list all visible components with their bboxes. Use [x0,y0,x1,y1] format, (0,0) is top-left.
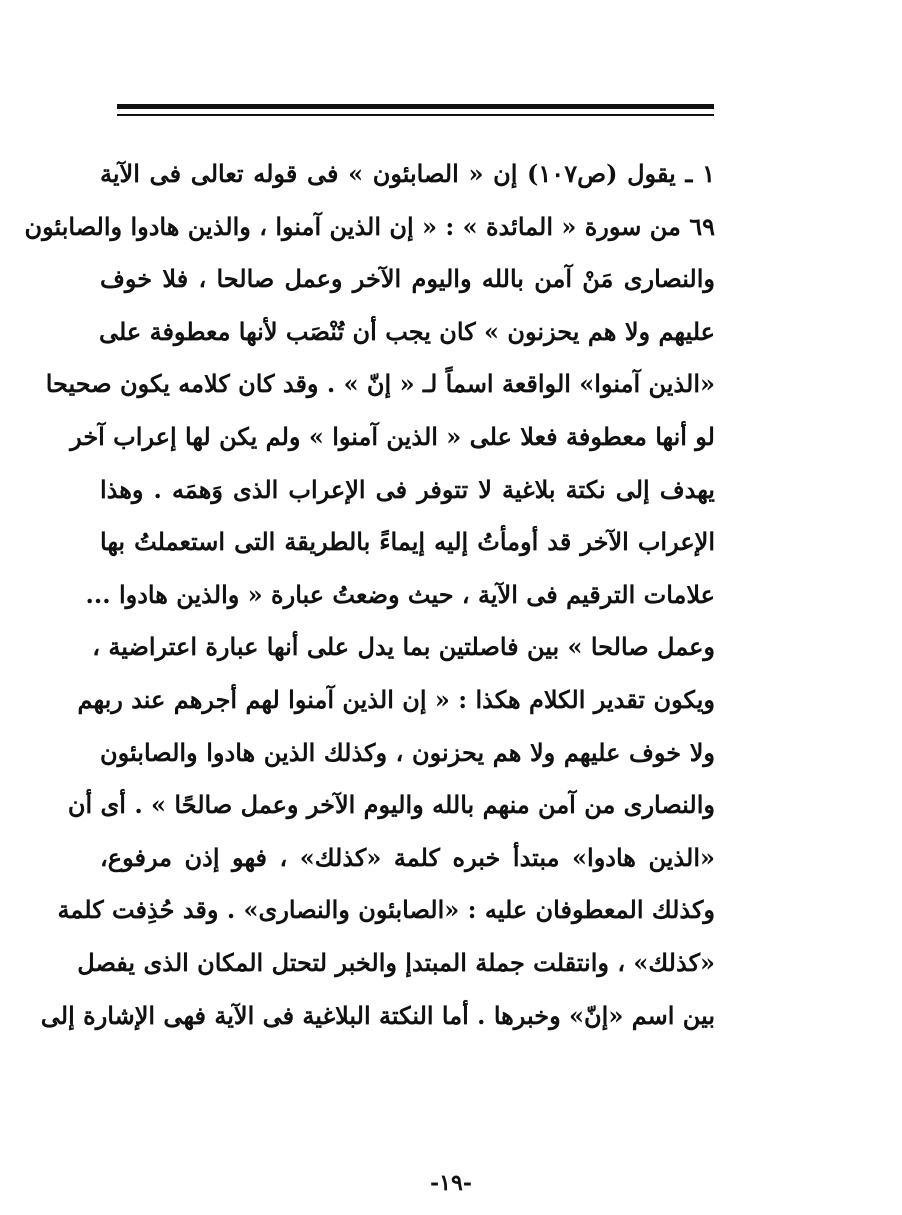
page-number: -١٩- [430,1170,472,1196]
text-line: يهدف إلى نكتة بلاغية لا تتوفر فى الإعراب الذى وَهمَه . وهذا [100,474,715,504]
header-rule-thin [117,114,714,116]
text-line: وكذلك المعطوفان عليه : «الصابئون والنصارى» . وقد حُذِفت كلمة [57,895,715,925]
text-line: وعمل صالحا » بين فاصلتين بما يدل على أنها عبارة اعتراضية ، [92,632,715,662]
text-line: علامات الترقيم فى الآية ، حيث وضعتُ عبارة « والذين هادوا ... [85,579,715,609]
text-line: والنصارى من آمن منهم بالله واليوم الآخر وعمل صالحًا » . أى أن [67,790,715,820]
text-line: والنصارى مَنْ آمن بالله واليوم الآخر وعمل صالحا ، فلا خوف [100,264,715,294]
text-line: «الذين هادوا» مبتدأ خبره كلمة «كذلك» ، فهو إذن مرفوع، [100,842,715,872]
body-text [24,148,715,1042]
header-rule-thick [117,104,714,109]
text-line: ١ ـ يقول (ص١٠٧) إن « الصابئون » فى قوله تعالى فى الآية [100,159,715,188]
text-line: «كذلك» ، وانتقلت جملة المبتدإ والخبر لتحتل المكان الذى يفصل [77,947,715,977]
text-line: الإعراب الآخر قد أومأتُ إليه إيماءً بالطريقة التى استعملتُ بها [100,527,715,557]
text-line: عليهم ولا هم يحزنون » كان يجب أن تُنْصَب لأنها معطوفة على [98,316,715,346]
text-line: ولا خوف عليهم ولا هم يحزنون ، وكذلك الذين هادوا والصابئون [100,737,715,767]
text-line: لو أنها معطوفة فعلا على « الذين آمنوا » ولم يكن لها إعراب آخر [70,421,715,451]
text-line: ٦٩ من سورة « المائدة » : « إن الذين آمنوا ، والذين هادوا والصابئون [24,211,715,241]
text-line: بين اسم «إنّ» وخبرها . أما النكتة البلاغية فى الآية فهى الإشارة إلى [40,1000,715,1030]
text-line: ويكون تقدير الكلام هكذا : « إن الذين آمنوا لهم أجرهم عند ربهم [77,684,715,714]
text-line: «الذين آمنوا» الواقعة اسماً لـ « إنّ » . وقد كان كلامه يكون صحيحا [45,369,715,399]
